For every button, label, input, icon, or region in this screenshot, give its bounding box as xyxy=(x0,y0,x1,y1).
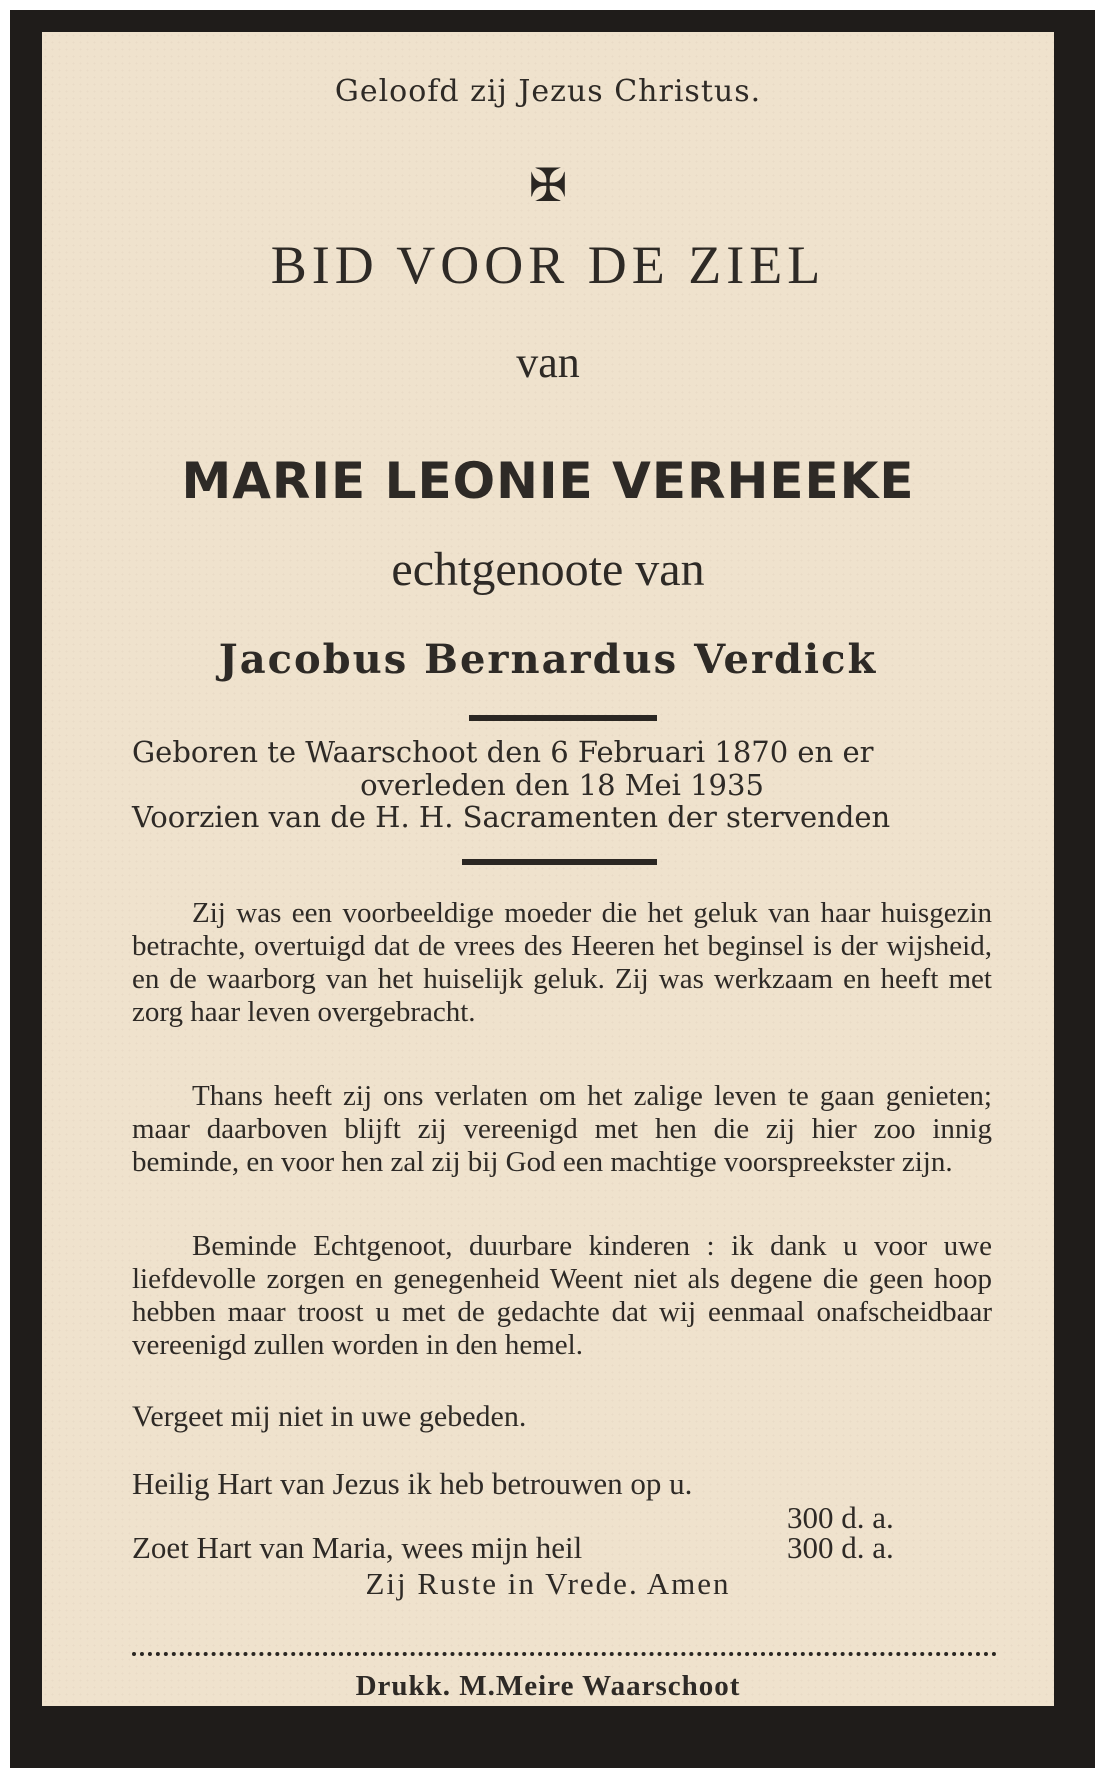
bio-line-2: overleden den 18 Mei 1935 xyxy=(360,768,764,802)
spouse-name: Jacobus Bernardus Verdick xyxy=(218,636,878,683)
bio-line-1: Geboren te Waarschoot den 6 Februari 1870 en er xyxy=(132,735,874,769)
prayer-line: Heilig Hart van Jezus ik heb betrouwen op u. xyxy=(132,1466,693,1501)
cross-icon: ✠ xyxy=(528,158,568,212)
dotted-divider xyxy=(132,1652,997,1656)
van-text: van xyxy=(516,338,580,387)
title: BID VOOR DE ZIEL xyxy=(270,235,826,295)
paragraph: Zij was een voorbeeldige moeder die het geluk van haar huisgezin betrachte, overtuigd dat de vrees des Heeren het beginsel is der wijsheid, en de waarborg van het huiselijk geluk. Zij was werkzaam en heeft met zorg haar leven overgebracht. xyxy=(132,897,992,1028)
indulgence: 300 d. a. xyxy=(787,1500,894,1535)
paragraph-closing-request: Vergeet mij niet in uwe gebeden. xyxy=(132,1400,527,1433)
deceased-name: MARIE LEONIE VERHEEKE xyxy=(181,452,915,510)
printer-credit: Drukk. M.Meire Waarschoot xyxy=(355,1670,741,1702)
divider-rule xyxy=(469,715,657,721)
greeting-line: Geloofd zij Jezus Christus. xyxy=(334,74,762,109)
indulgence: 300 d. a. xyxy=(787,1530,894,1565)
divider-rule xyxy=(462,859,657,865)
spouse-intro: echtgenoote van xyxy=(391,543,705,596)
card-paper xyxy=(42,32,1054,1706)
prayer-line: Zoet Hart van Maria, wees mijn heil xyxy=(132,1530,583,1565)
paragraph: Beminde Echtgenoot, duurbare kinderen : ik dank u voor uwe liefdevolle zorgen en genegenheid Weent niet als degene die geen hoop hebben maar troost u met de gedachte dat wij eenmaal onafscheidbaar vereenigd zullen worden in den hemel. xyxy=(132,1230,992,1361)
memorial-card xyxy=(10,10,1095,1768)
closing-line: Zij Ruste in Vrede. Amen xyxy=(365,1566,731,1601)
paragraph: Thans heeft zij ons verlaten om het zalige leven te gaan genieten; maar daarboven blijft zij vereenigd met hen die zij hier zoo innig beminde, en voor hen zal zij bij God een machtige voorspreekster zijn. xyxy=(132,1080,992,1178)
bio-line-3: Voorzien van de H. H. Sacramenten der stervenden xyxy=(132,800,891,834)
